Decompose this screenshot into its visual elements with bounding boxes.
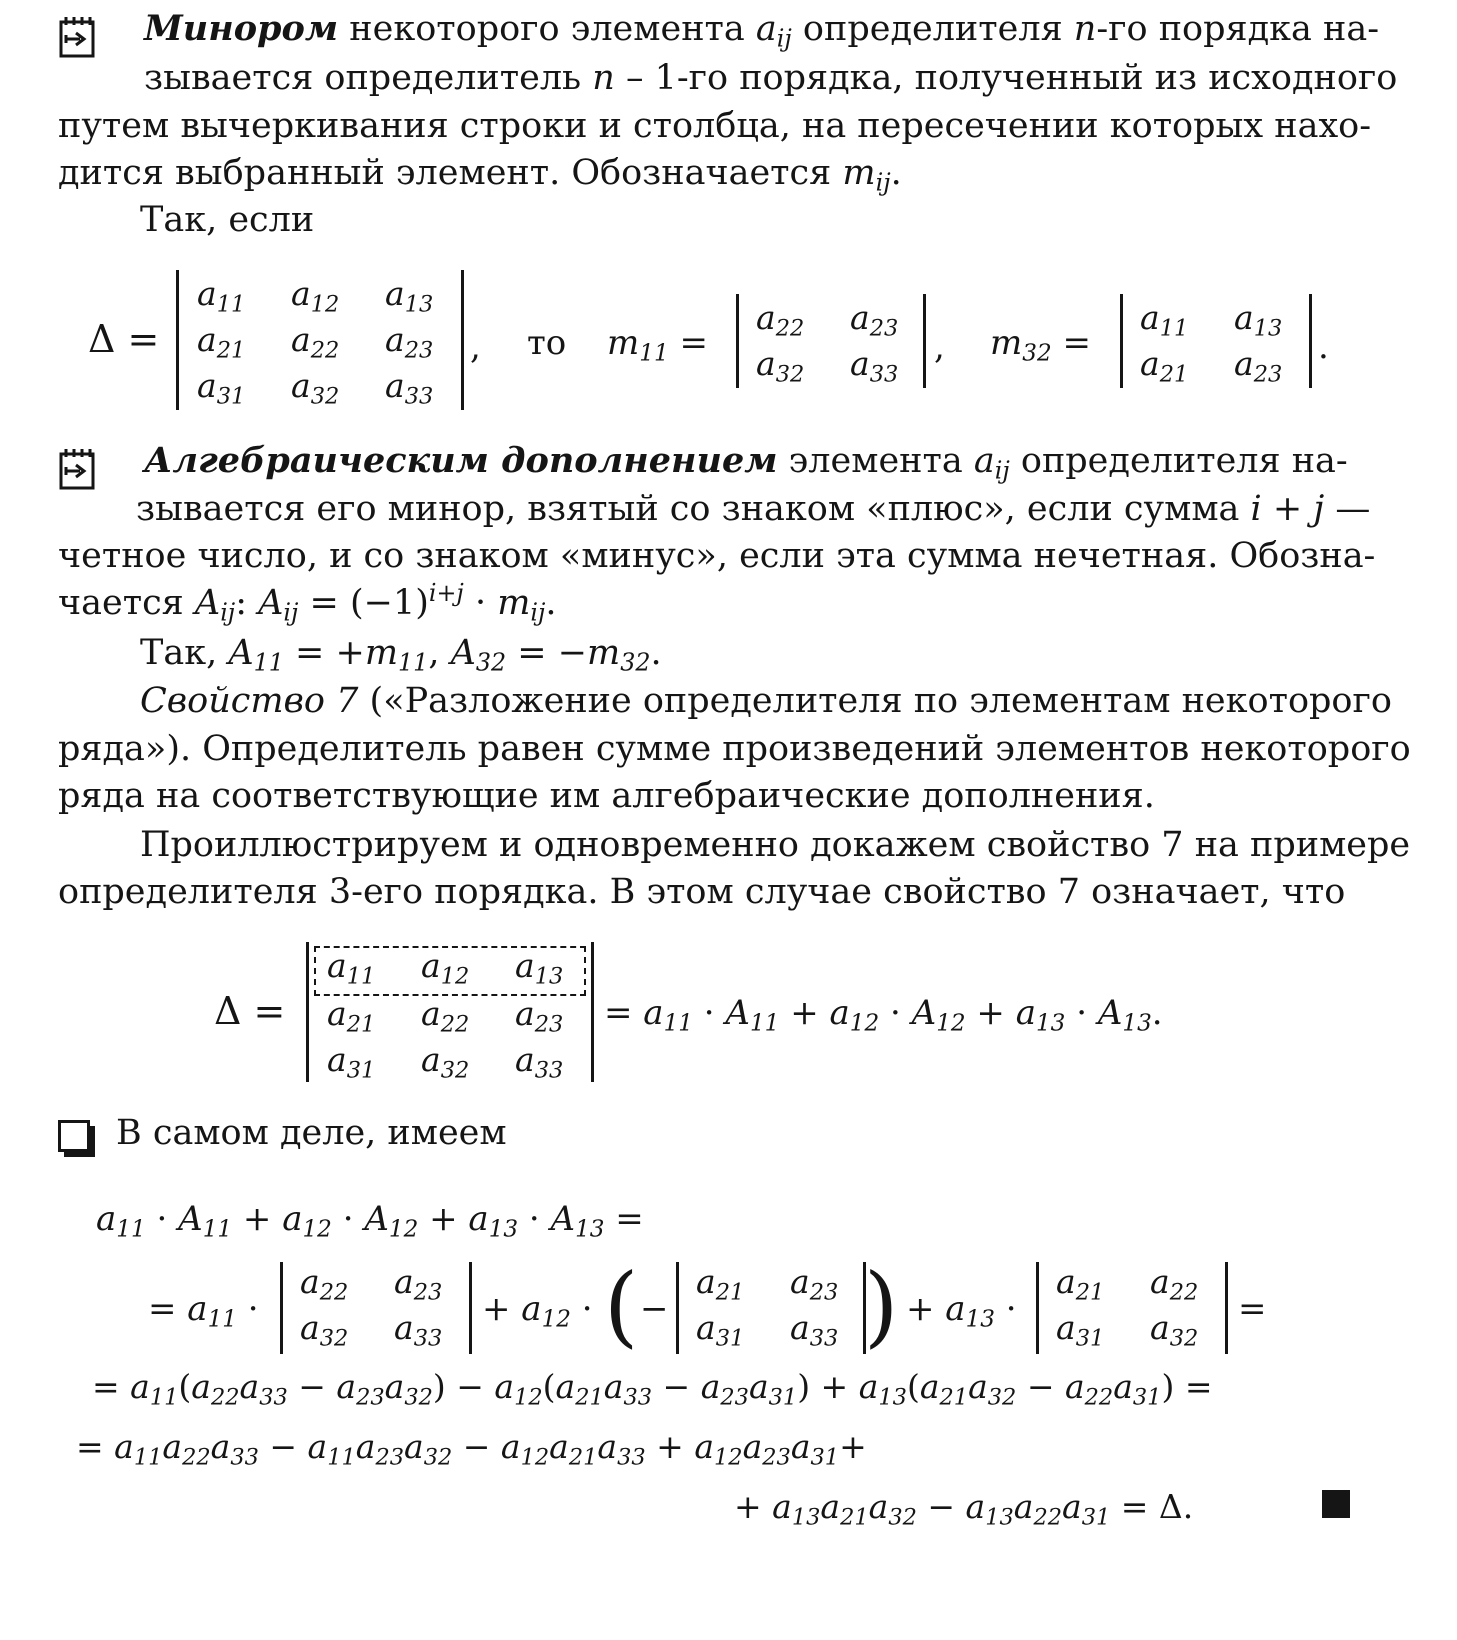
det-cell: $a_{11}$ <box>197 274 246 318</box>
property-line-2 <box>58 726 1411 772</box>
text: m <box>607 323 640 363</box>
det-cell: $a_{21}$ <box>696 1262 745 1306</box>
minor-term: Минором <box>144 8 339 49</box>
text: некоторого элемента <box>349 9 745 49</box>
delta-label-1: Δ = <box>88 317 160 361</box>
proof-line-3: = $a_{11}(a_{22}a_{33} - a_{23}a_{32}) - a_{12}(a_{21}a_{33} - a_{23}a_{31}) + a_{13}(a_{21}a_{32} - a_{22}a_{31})$ = <box>92 1367 1213 1411</box>
text: Проиллюстрируем и одновременно докажем свойство 7 на примере <box>140 825 1411 865</box>
det-cell: $a_{31}$ <box>1056 1308 1105 1352</box>
det-cell: $a_{32}$ <box>756 344 805 388</box>
text: -го порядка на- <box>1096 9 1380 49</box>
det-cell: $a_{22}$ <box>291 320 340 364</box>
det-cell: $a_{33}$ <box>790 1308 839 1352</box>
text: m <box>990 323 1023 363</box>
minor-line-1: Минором некоторого элемента $a_{ij}$ определителя n-го порядка на- <box>144 8 1380 53</box>
text: элемента <box>788 441 963 481</box>
det-cell: $a_{13}$ <box>385 274 434 318</box>
period: . <box>1318 327 1329 367</box>
property-line-3: ряда на соответствующие им алгебраические дополнения. <box>58 776 1155 816</box>
m11-label: $m_{11}$ = <box>607 323 708 367</box>
qed-icon <box>1322 1490 1350 1518</box>
det-cell: $a_{22}$ <box>421 994 470 1038</box>
det-cell: $a_{33}$ <box>515 1040 564 1084</box>
det-cell: $a_{23}$ <box>394 1262 443 1306</box>
property-line-1 <box>140 678 1392 724</box>
so-if: Так, если <box>140 200 315 240</box>
minor-line-4: дится выбранный элемент. Обозначается $m_{ij}$. <box>58 153 902 197</box>
det-cell: $a_{12}$ <box>291 274 340 318</box>
cofactor-line-1: Алгебраическим дополнением элемента $a_{ij}$ определителя на- <box>144 440 1348 485</box>
det-cell: $a_{23}$ <box>515 994 564 1038</box>
det-cell: $a_{32}$ <box>291 366 340 410</box>
det-cell: $a_{23}$ <box>790 1262 839 1306</box>
det-cell: $a_{21}$ <box>197 320 246 364</box>
det-cell: $a_{31}$ <box>327 1040 376 1084</box>
then-word: то <box>527 323 567 363</box>
plus-a13: + $a_{13}$ · <box>906 1289 1017 1333</box>
m32-label: $m_{32}$ = <box>990 323 1091 367</box>
comma: , <box>470 327 481 367</box>
cofactor-line-4: чается $A_{ij}$: $A_{ij} = (-1)^{i+j} \cdot m_{ij}$. <box>58 578 557 627</box>
text: зывается определитель <box>144 58 582 98</box>
det-cell: $a_{13}$ <box>1234 298 1283 342</box>
proof-line-1: $a_{11} \cdot A_{11} + a_{12} \cdot A_{12} + a_{13} \cdot A_{13}$ = <box>96 1199 644 1243</box>
text: зывается его минор, взятый со знаком «плюс», если сумма <box>136 489 1240 529</box>
text: — <box>1335 489 1371 529</box>
det-cell: $a_{33}$ <box>850 344 899 388</box>
proof-line-4: = $a_{11}a_{22}a_{33} - a_{11}a_{23}a_{32} - a_{12}a_{21}a_{33} + a_{12}a_{23}a_{31}+$ <box>76 1427 867 1471</box>
det-cell: $a_{31}$ <box>696 1308 745 1352</box>
definition-icon <box>58 446 96 492</box>
left-paren: ( <box>604 1254 639 1357</box>
det-cell: $a_{23}$ <box>850 298 899 342</box>
det-cell: $a_{32}$ <box>300 1308 349 1352</box>
right-paren: ) <box>864 1254 899 1357</box>
det-cell: $a_{21}$ <box>1140 344 1189 388</box>
minus-sign: − <box>640 1289 669 1329</box>
minor-line-2: зывается определитель n – 1-го порядка, полученный из исходного <box>144 58 1398 98</box>
text: 11 <box>639 340 669 367</box>
text: 32 <box>1022 340 1052 367</box>
det-cell: $a_{11}$ <box>327 946 376 990</box>
proof-line-5: + $a_{13}a_{21}a_{32} - a_{13}a_{22}a_{31} = \Delta$. <box>734 1487 1194 1531</box>
text: четное число, и со знаком «минус», если эта сумма нечетная. Обозна- <box>58 536 1376 576</box>
det-cell: $a_{31}$ <box>197 366 246 410</box>
proof-intro: В самом деле, имеем <box>116 1113 507 1153</box>
text: дится выбранный элемент. Обозначается <box>58 153 832 193</box>
delta-label-2: Δ = <box>214 989 286 1033</box>
det-cell: $a_{11}$ <box>1140 298 1189 342</box>
proof-line-2-start: = $a_{11}$ · <box>148 1289 259 1333</box>
det-cell: $a_{23}$ <box>385 320 434 364</box>
text: – 1-го порядка, полученный из исходного <box>625 58 1398 98</box>
comma: , <box>934 327 945 367</box>
cofactor-line-3 <box>58 533 1376 579</box>
text: определителя <box>802 9 1063 49</box>
minor-line-3 <box>58 103 1372 149</box>
equals: = <box>1238 1289 1267 1329</box>
det-cell: $a_{33}$ <box>394 1308 443 1352</box>
cofactor-term: Алгебраическим дополнением <box>144 440 778 481</box>
property-line-4 <box>140 822 1411 868</box>
det-cell: $a_{22}$ <box>300 1262 349 1306</box>
definition-icon <box>58 14 96 60</box>
cofactor-line-2: зывается его минор, взятый со знаком «плюс», если сумма i + j — <box>136 489 1371 529</box>
text: («Разложение определителя по элементам некоторого <box>369 681 1392 721</box>
text: определителя на- <box>1020 441 1348 481</box>
expansion-formula: = $a_{11} \cdot A_{11} + a_{12} \cdot A_{12} + a_{13} \cdot A_{13}$. <box>604 993 1163 1037</box>
det-cell: $a_{21}$ <box>1056 1262 1105 1306</box>
det-cell: $a_{22}$ <box>1150 1262 1199 1306</box>
text: путем вычеркивания строки и столбца, на пересечении которых нахо- <box>58 106 1372 146</box>
det-cell: $a_{12}$ <box>421 946 470 990</box>
det-cell: $a_{32}$ <box>1150 1308 1199 1352</box>
cofactor-example: Так, $A_{11} = +m_{11}$, $A_{32} = -m_{32}$. <box>140 633 662 677</box>
property-line-5: определителя 3-его порядка. В этом случае свойство 7 означает, что <box>58 872 1346 912</box>
det-cell: $a_{13}$ <box>515 946 564 990</box>
det-cell: $a_{22}$ <box>756 298 805 342</box>
det-cell: $a_{33}$ <box>385 366 434 410</box>
plus-a12: + $a_{12}$ · <box>482 1289 593 1333</box>
proof-start-icon <box>58 1120 90 1152</box>
det-cell: $a_{32}$ <box>421 1040 470 1084</box>
det-cell: $a_{23}$ <box>1234 344 1283 388</box>
text: Так, <box>140 633 218 673</box>
property-label: Свойство 7 <box>140 681 359 721</box>
det-cell: $a_{21}$ <box>327 994 376 1038</box>
text: чается <box>58 583 184 623</box>
text: ряда»). Определитель равен сумме произведений элементов некоторого <box>58 729 1411 769</box>
